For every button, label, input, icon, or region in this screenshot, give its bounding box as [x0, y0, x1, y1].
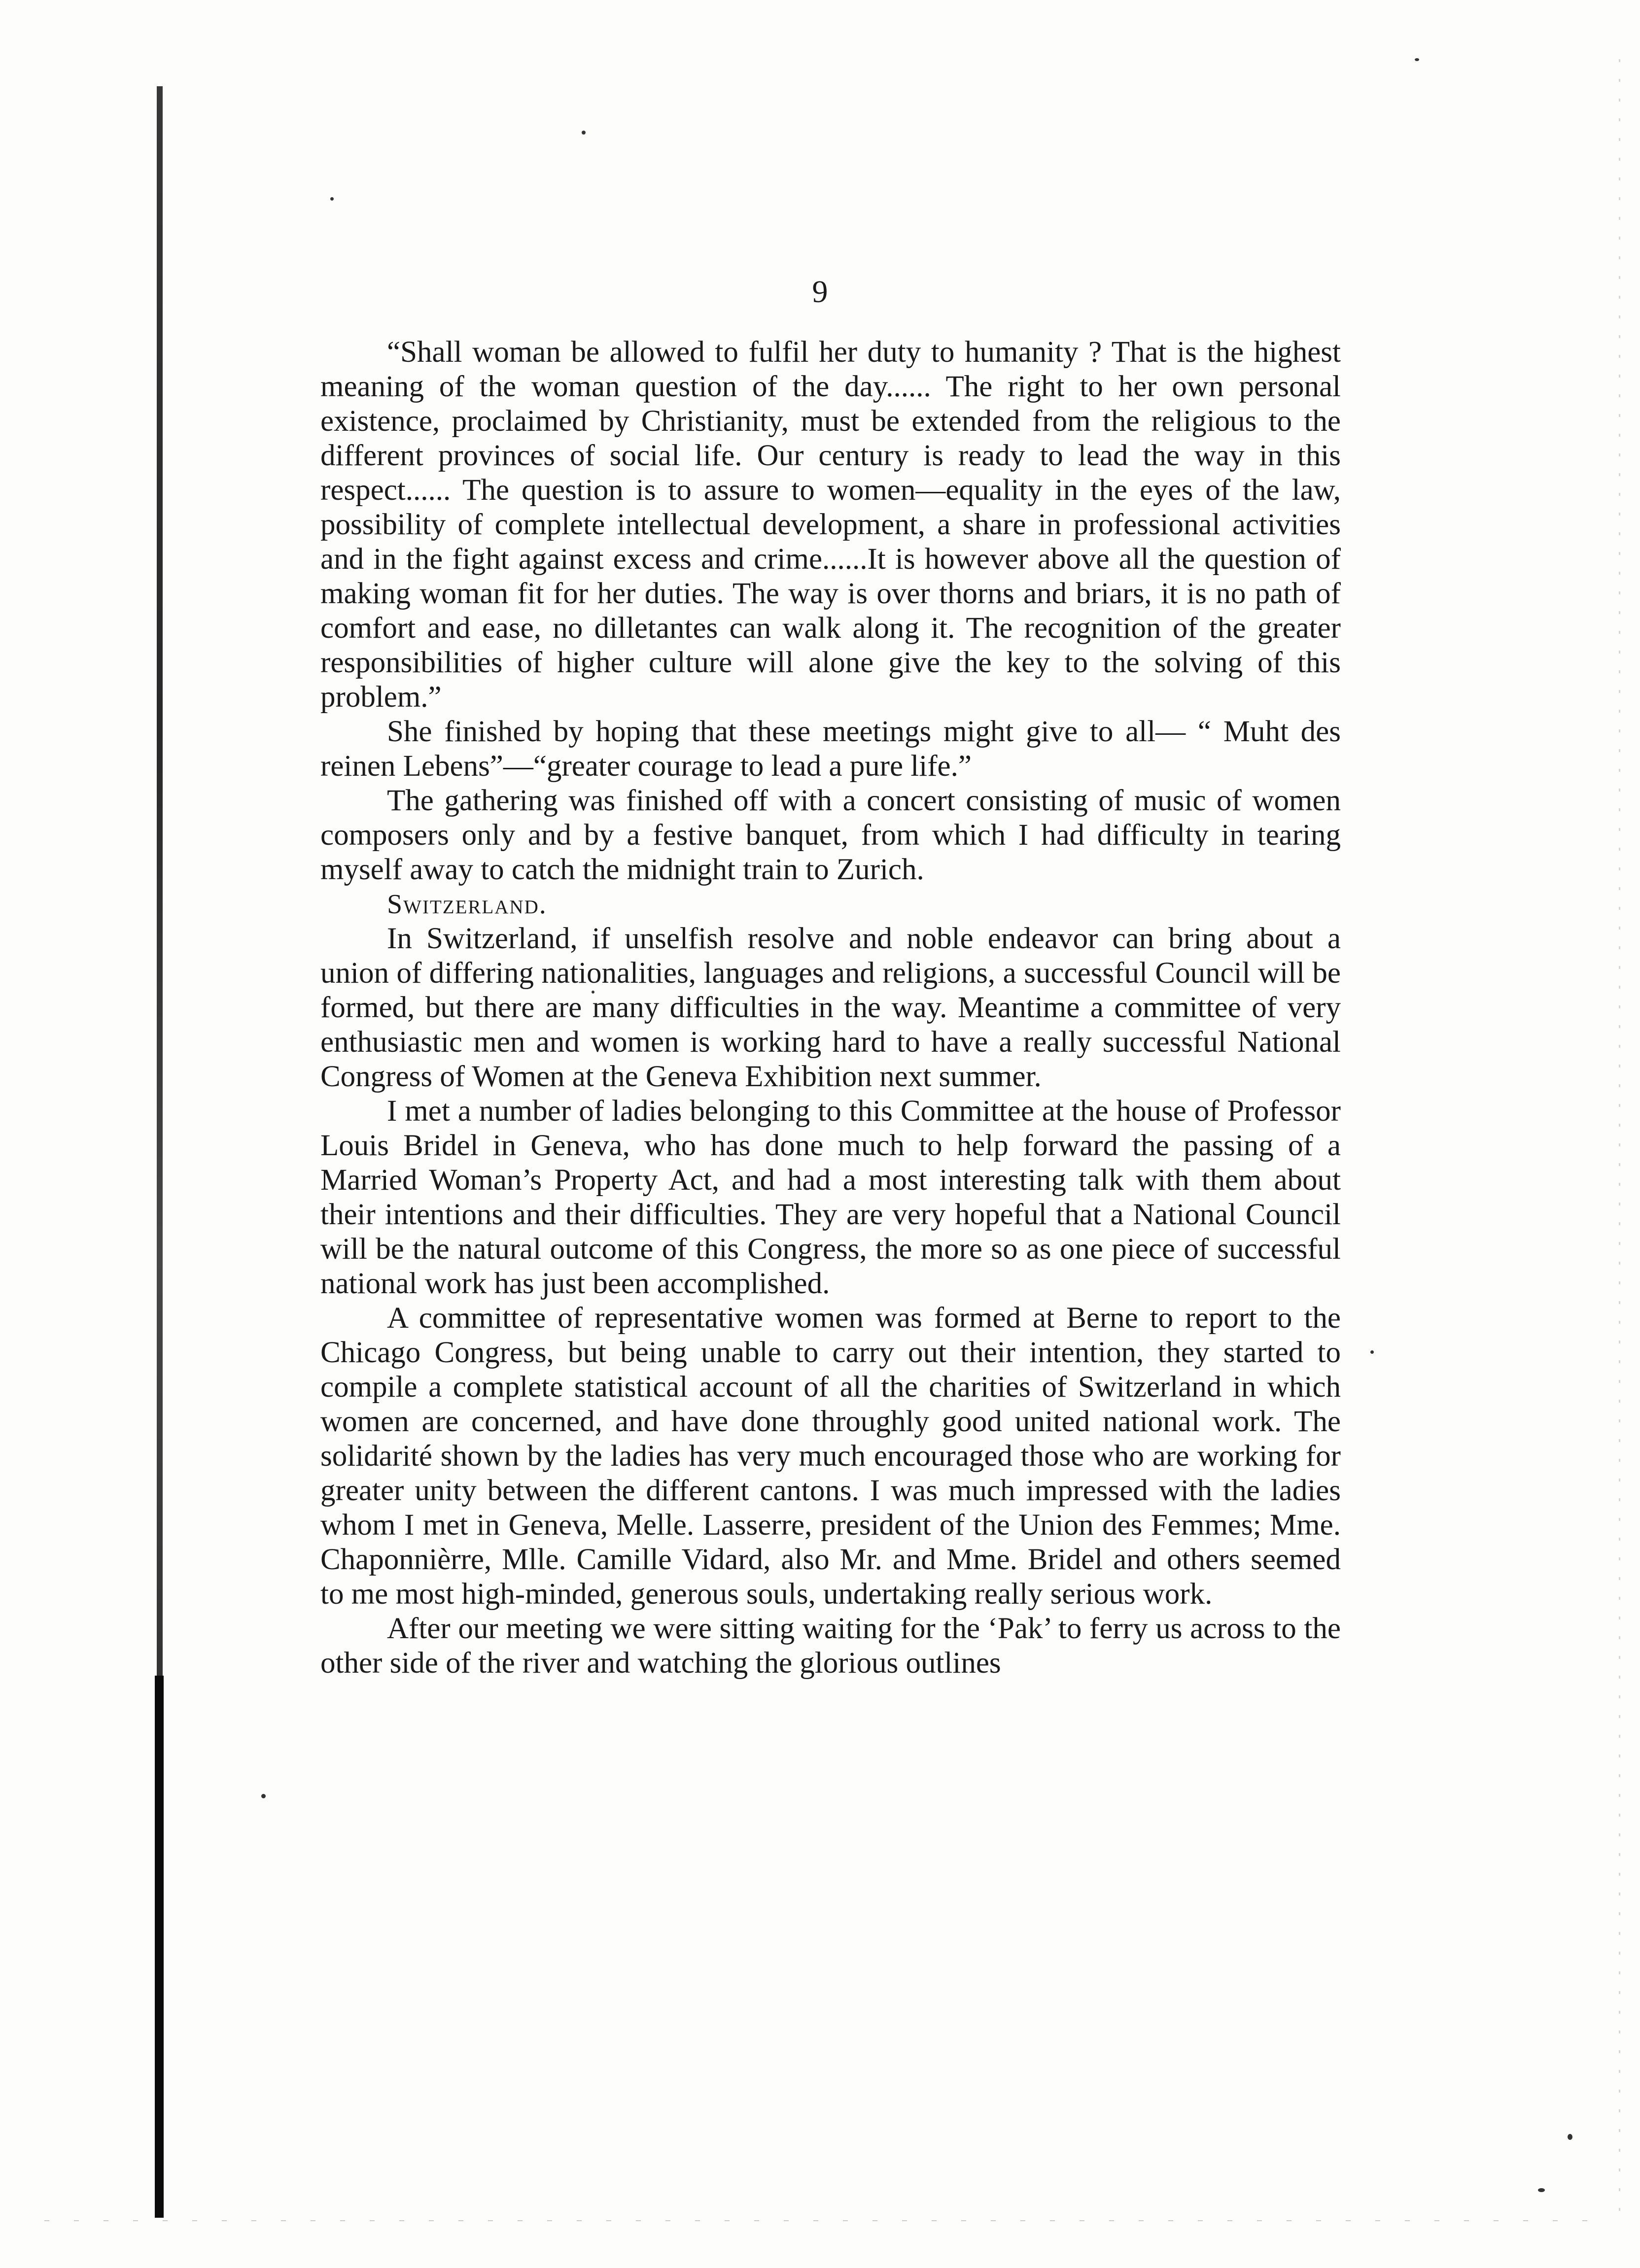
scan-speck: [261, 1794, 266, 1798]
paragraph: In Switzerland, if unselfish resolve and noble endeavor can bring about a union of differing nationalities, languages and religions, a successful Council will be formed, but there are many difficulties in the way. Meantime a committee of very enthusiastic men and women is working hard to have a really successful National Congress of Women at the Geneva Exhibition next summer.: [320, 922, 1341, 1093]
paragraph: A committee of representative women was formed at Berne to report to the Chicago Congress, but being unable to carry out their intention, they started to compile a complete statistical account of all the charities of Switzerland in which women are concerned, and have done throughly good united national work. The solidarité shown by the ladies has very much encouraged those who are working for greater unity between the different cantons. I was much impressed with the ladies whom I met in Geneva, Melle. Lasserre, president of the Union des Femmes; Mme. Chaponnièrre, Mlle. Camille Vidard, also Mr. and Mme. Bridel and others seemed to me most high-minded, generous souls, undertaking really serious work.: [320, 1302, 1341, 1611]
paragraph: She finished by hoping that these meetings might give to all— “ Muht des reinen Lebens”—“greater courage to lead a pure life.”: [320, 715, 1341, 783]
binding-shadow-lower: [155, 1676, 164, 2218]
bottom-edge-noise: [44, 2220, 1597, 2221]
paragraph: “Shall woman be allowed to fulfil her duty to humanity ? That is the highest meaning of the woman question of the day...... The right to her own personal existence, proclaimed by Christianity, must be extended from the religious to the different provinces of social life. Our century is ready to lead the way in this respect...... The question is to assure to women—equality in the eyes of the law, possibility of complete intellectual development, a share in professional activities and in the fight against excess and crime......It is however above all the question of making woman fit for her duties. The way is over thorns and briars, it is no path of comfort and ease, no dilletantes can walk along it. The recognition of the greater responsibilities of higher culture will alone give the key to the solving of this problem.”: [320, 336, 1341, 714]
scan-speck: [1538, 2188, 1545, 2192]
paragraph: After our meeting we were sitting waiting for the ‘Pak’ to ferry us across to the other side of the river and watching the glorious outlines: [320, 1612, 1341, 1680]
scan-speck: [330, 197, 334, 201]
section-heading: Switzerland.: [387, 889, 547, 920]
scan-speck: [582, 131, 586, 135]
paragraph: The gathering was finished off with a concert consisting of music of women composers only and by a festive banquet, from which I had difficulty in tearing myself away to catch the midnight train to Zurich.: [320, 784, 1341, 886]
paragraph: I met a number of ladies belonging to this Committee at the house of Professor Louis Bridel in Geneva, who has done much to help forward the passing of a Married Woman’s Property Act, and had a most interesting talk with them about their intentions and their difficulties. They are very hopeful that a National Council will be the natural outcome of this Congress, the more so as one piece of successful national work has just been accomplished.: [320, 1095, 1341, 1300]
scan-speck: [1415, 58, 1419, 61]
body-text: [320, 335, 1341, 1681]
page-number: 9: [812, 274, 828, 309]
right-edge-noise: [1619, 59, 1620, 2228]
scan-speck: [1568, 2134, 1572, 2140]
scan-speck: [1370, 1350, 1374, 1354]
